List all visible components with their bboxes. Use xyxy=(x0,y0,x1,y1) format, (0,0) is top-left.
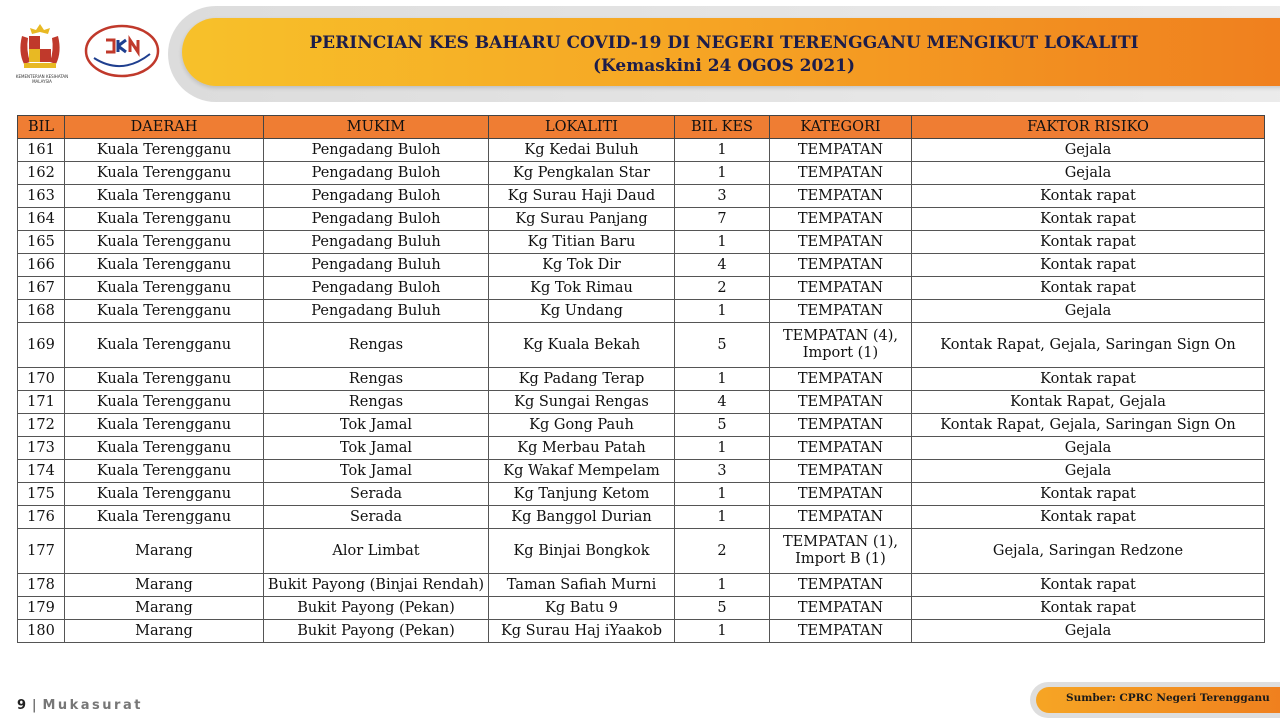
cell-daerah: Kuala Terengganu xyxy=(65,208,264,231)
column-header-lokaliti: LOKALITI xyxy=(489,116,675,139)
cell-daerah: Marang xyxy=(65,529,264,574)
cell-bil: 164 xyxy=(18,208,65,231)
cell-bil: 177 xyxy=(18,529,65,574)
cell-bil-kes: 1 xyxy=(675,139,770,162)
cell-bil: 163 xyxy=(18,185,65,208)
cell-bil-kes: 2 xyxy=(675,529,770,574)
case-table xyxy=(17,115,1265,643)
cell-mukim: Bukit Payong (Pekan) xyxy=(264,620,489,643)
cell-kategori: TEMPATAN xyxy=(770,414,912,437)
source-badge xyxy=(1030,682,1280,718)
cell-mukim: Pengadang Buluh xyxy=(264,231,489,254)
table-row xyxy=(18,277,1265,300)
cell-bil-kes: 5 xyxy=(675,323,770,368)
cell-faktor-risiko: Gejala xyxy=(912,620,1265,643)
cell-mukim: Pengadang Buloh xyxy=(264,139,489,162)
cell-bil-kes: 4 xyxy=(675,391,770,414)
cell-lokaliti: Kg Padang Terap xyxy=(489,368,675,391)
cell-kategori: TEMPATAN xyxy=(770,483,912,506)
cell-mukim: Pengadang Buluh xyxy=(264,300,489,323)
cell-daerah: Kuala Terengganu xyxy=(65,139,264,162)
cell-bil-kes: 7 xyxy=(675,208,770,231)
title-line-2: (Kemaskini 24 OGOS 2021) xyxy=(592,56,856,76)
cell-faktor-risiko: Kontak rapat xyxy=(912,483,1265,506)
cell-bil-kes: 1 xyxy=(675,162,770,185)
cell-lokaliti: Kg Wakaf Mempelam xyxy=(489,460,675,483)
cell-bil: 180 xyxy=(18,620,65,643)
cell-bil-kes: 1 xyxy=(675,231,770,254)
cell-daerah: Marang xyxy=(65,597,264,620)
cell-bil-kes: 3 xyxy=(675,460,770,483)
cell-lokaliti: Taman Safiah Murni xyxy=(489,574,675,597)
cell-lokaliti: Kg Kuala Bekah xyxy=(489,323,675,368)
cell-kategori: TEMPATAN xyxy=(770,139,912,162)
cell-daerah: Marang xyxy=(65,574,264,597)
table-row xyxy=(18,162,1265,185)
cell-bil-kes: 1 xyxy=(675,574,770,597)
cell-bil: 176 xyxy=(18,506,65,529)
table-row xyxy=(18,254,1265,277)
cell-bil: 178 xyxy=(18,574,65,597)
cell-lokaliti: Kg Merbau Patah xyxy=(489,437,675,460)
cell-mukim: Tok Jamal xyxy=(264,437,489,460)
column-header-daerah: DAERAH xyxy=(65,116,264,139)
cell-bil-kes: 1 xyxy=(675,437,770,460)
cell-daerah: Kuala Terengganu xyxy=(65,506,264,529)
cell-kategori: TEMPATAN xyxy=(770,277,912,300)
table-row xyxy=(18,620,1265,643)
cell-kategori: TEMPATAN xyxy=(770,597,912,620)
cell-faktor-risiko: Kontak rapat xyxy=(912,574,1265,597)
cell-faktor-risiko: Kontak rapat xyxy=(912,231,1265,254)
cell-bil-kes: 1 xyxy=(675,483,770,506)
cell-bil: 168 xyxy=(18,300,65,323)
cell-daerah: Kuala Terengganu xyxy=(65,300,264,323)
cell-kategori: TEMPATAN xyxy=(770,208,912,231)
crest-caption: KEMENTERIAN KESIHATAN MALAYSIA xyxy=(15,74,69,84)
cell-kategori: TEMPATAN xyxy=(770,300,912,323)
cell-faktor-risiko: Kontak rapat xyxy=(912,506,1265,529)
cell-bil-kes: 1 xyxy=(675,300,770,323)
table-row xyxy=(18,483,1265,506)
table-row xyxy=(18,300,1265,323)
cell-kategori: TEMPATAN xyxy=(770,185,912,208)
table-row xyxy=(18,597,1265,620)
table-row xyxy=(18,437,1265,460)
cell-kategori: TEMPATAN (1), Import B (1) xyxy=(770,529,912,574)
cell-lokaliti: Kg Kedai Buluh xyxy=(489,139,675,162)
page-footer xyxy=(17,698,143,713)
cell-mukim: Serada xyxy=(264,483,489,506)
cell-mukim: Rengas xyxy=(264,391,489,414)
cell-daerah: Kuala Terengganu xyxy=(65,391,264,414)
cell-lokaliti: Kg Undang xyxy=(489,300,675,323)
column-header-bil-kes: BIL KES xyxy=(675,116,770,139)
cell-mukim: Pengadang Buloh xyxy=(264,162,489,185)
table-row xyxy=(18,368,1265,391)
table-row xyxy=(18,323,1265,368)
cell-bil: 170 xyxy=(18,368,65,391)
cell-faktor-risiko: Kontak rapat xyxy=(912,254,1265,277)
cell-bil-kes: 1 xyxy=(675,368,770,391)
cell-faktor-risiko: Kontak Rapat, Gejala, Saringan Sign On xyxy=(912,323,1265,368)
cell-daerah: Kuala Terengganu xyxy=(65,483,264,506)
cell-faktor-risiko: Kontak rapat xyxy=(912,597,1265,620)
cell-daerah: Kuala Terengganu xyxy=(65,254,264,277)
cell-bil: 179 xyxy=(18,597,65,620)
table-row xyxy=(18,391,1265,414)
cell-faktor-risiko: Kontak Rapat, Gejala xyxy=(912,391,1265,414)
cell-mukim: Alor Limbat xyxy=(264,529,489,574)
source-label: Sumber: CPRC Negeri Terengganu xyxy=(1066,692,1270,704)
cell-kategori: TEMPATAN xyxy=(770,231,912,254)
column-header-bil: BIL xyxy=(18,116,65,139)
cell-bil: 166 xyxy=(18,254,65,277)
cell-bil-kes: 2 xyxy=(675,277,770,300)
cell-mukim: Tok Jamal xyxy=(264,460,489,483)
cell-bil: 173 xyxy=(18,437,65,460)
cell-kategori: TEMPATAN xyxy=(770,620,912,643)
cell-lokaliti: Kg Titian Baru xyxy=(489,231,675,254)
table-row xyxy=(18,208,1265,231)
cell-bil: 162 xyxy=(18,162,65,185)
cell-bil: 161 xyxy=(18,139,65,162)
cell-bil: 167 xyxy=(18,277,65,300)
cell-bil: 172 xyxy=(18,414,65,437)
cell-daerah: Kuala Terengganu xyxy=(65,437,264,460)
cell-faktor-risiko: Gejala, Saringan Redzone xyxy=(912,529,1265,574)
table-row xyxy=(18,574,1265,597)
cell-daerah: Kuala Terengganu xyxy=(65,460,264,483)
table-row xyxy=(18,529,1265,574)
cell-kategori: TEMPATAN xyxy=(770,574,912,597)
cell-kategori: TEMPATAN xyxy=(770,506,912,529)
table-row xyxy=(18,185,1265,208)
page-number: 9 xyxy=(17,698,27,713)
table-row xyxy=(18,506,1265,529)
cell-lokaliti: Kg Pengkalan Star xyxy=(489,162,675,185)
page-title xyxy=(168,32,1280,78)
cell-bil-kes: 3 xyxy=(675,185,770,208)
cell-lokaliti: Kg Surau Haj iYaakob xyxy=(489,620,675,643)
logo-group xyxy=(10,22,168,88)
cell-mukim: Rengas xyxy=(264,323,489,368)
column-header-faktor-risiko: FAKTOR RISIKO xyxy=(912,116,1265,139)
cell-faktor-risiko: Gejala xyxy=(912,139,1265,162)
cell-kategori: TEMPATAN xyxy=(770,460,912,483)
cell-lokaliti: Kg Surau Panjang xyxy=(489,208,675,231)
table-row xyxy=(18,414,1265,437)
cell-bil-kes: 1 xyxy=(675,506,770,529)
cell-bil: 169 xyxy=(18,323,65,368)
cell-bil-kes: 4 xyxy=(675,254,770,277)
page-word: Mukasurat xyxy=(42,698,143,713)
cell-mukim: Pengadang Buloh xyxy=(264,277,489,300)
cell-mukim: Serada xyxy=(264,506,489,529)
footer-separator: | xyxy=(32,698,37,713)
cell-lokaliti: Kg Tok Dir xyxy=(489,254,675,277)
cell-daerah: Kuala Terengganu xyxy=(65,185,264,208)
cell-lokaliti: Kg Tanjung Ketom xyxy=(489,483,675,506)
cell-kategori: TEMPATAN xyxy=(770,254,912,277)
cell-daerah: Kuala Terengganu xyxy=(65,277,264,300)
cell-kategori: TEMPATAN xyxy=(770,368,912,391)
table-header-row xyxy=(18,116,1265,139)
table-row xyxy=(18,460,1265,483)
cell-kategori: TEMPATAN xyxy=(770,162,912,185)
column-header-mukim: MUKIM xyxy=(264,116,489,139)
cell-bil: 171 xyxy=(18,391,65,414)
title-line-1: PERINCIAN KES BAHARU COVID-19 DI NEGERI TERENGGANU MENGIKUT LOKALITI xyxy=(309,33,1139,53)
cell-mukim: Rengas xyxy=(264,368,489,391)
cell-kategori: TEMPATAN (4), Import (1) xyxy=(770,323,912,368)
cell-bil-kes: 5 xyxy=(675,597,770,620)
cell-lokaliti: Kg Gong Pauh xyxy=(489,414,675,437)
cell-faktor-risiko: Kontak rapat xyxy=(912,368,1265,391)
cell-faktor-risiko: Kontak rapat xyxy=(912,185,1265,208)
table-row xyxy=(18,139,1265,162)
cell-bil-kes: 1 xyxy=(675,620,770,643)
cell-faktor-risiko: Gejala xyxy=(912,300,1265,323)
cell-daerah: Kuala Terengganu xyxy=(65,162,264,185)
cell-kategori: TEMPATAN xyxy=(770,391,912,414)
cell-bil: 175 xyxy=(18,483,65,506)
cell-lokaliti: Kg Sungai Rengas xyxy=(489,391,675,414)
cell-lokaliti: Kg Banggol Durian xyxy=(489,506,675,529)
cell-faktor-risiko: Kontak rapat xyxy=(912,208,1265,231)
cell-faktor-risiko: Gejala xyxy=(912,437,1265,460)
cell-daerah: Marang xyxy=(65,620,264,643)
cell-faktor-risiko: Gejala xyxy=(912,460,1265,483)
title-banner xyxy=(168,6,1280,106)
cell-faktor-risiko: Kontak rapat xyxy=(912,277,1265,300)
column-header-kategori: KATEGORI xyxy=(770,116,912,139)
cell-lokaliti: Kg Tok Rimau xyxy=(489,277,675,300)
cell-daerah: Kuala Terengganu xyxy=(65,323,264,368)
cell-daerah: Kuala Terengganu xyxy=(65,368,264,391)
cell-daerah: Kuala Terengganu xyxy=(65,414,264,437)
cell-mukim: Bukit Payong (Pekan) xyxy=(264,597,489,620)
cell-lokaliti: Kg Surau Haji Daud xyxy=(489,185,675,208)
cell-mukim: Pengadang Buloh xyxy=(264,208,489,231)
cell-lokaliti: Kg Binjai Bongkok xyxy=(489,529,675,574)
cell-kategori: TEMPATAN xyxy=(770,437,912,460)
cell-mukim: Bukit Payong (Binjai Rendah) xyxy=(264,574,489,597)
cell-faktor-risiko: Gejala xyxy=(912,162,1265,185)
cell-faktor-risiko: Kontak Rapat, Gejala, Saringan Sign On xyxy=(912,414,1265,437)
cell-lokaliti: Kg Batu 9 xyxy=(489,597,675,620)
cell-mukim: Pengadang Buloh xyxy=(264,185,489,208)
cell-mukim: Pengadang Buluh xyxy=(264,254,489,277)
cell-mukim: Tok Jamal xyxy=(264,414,489,437)
cell-bil-kes: 5 xyxy=(675,414,770,437)
cell-bil: 174 xyxy=(18,460,65,483)
jknt-logo-icon xyxy=(84,24,160,78)
table-row xyxy=(18,231,1265,254)
cell-daerah: Kuala Terengganu xyxy=(65,231,264,254)
cell-bil: 165 xyxy=(18,231,65,254)
